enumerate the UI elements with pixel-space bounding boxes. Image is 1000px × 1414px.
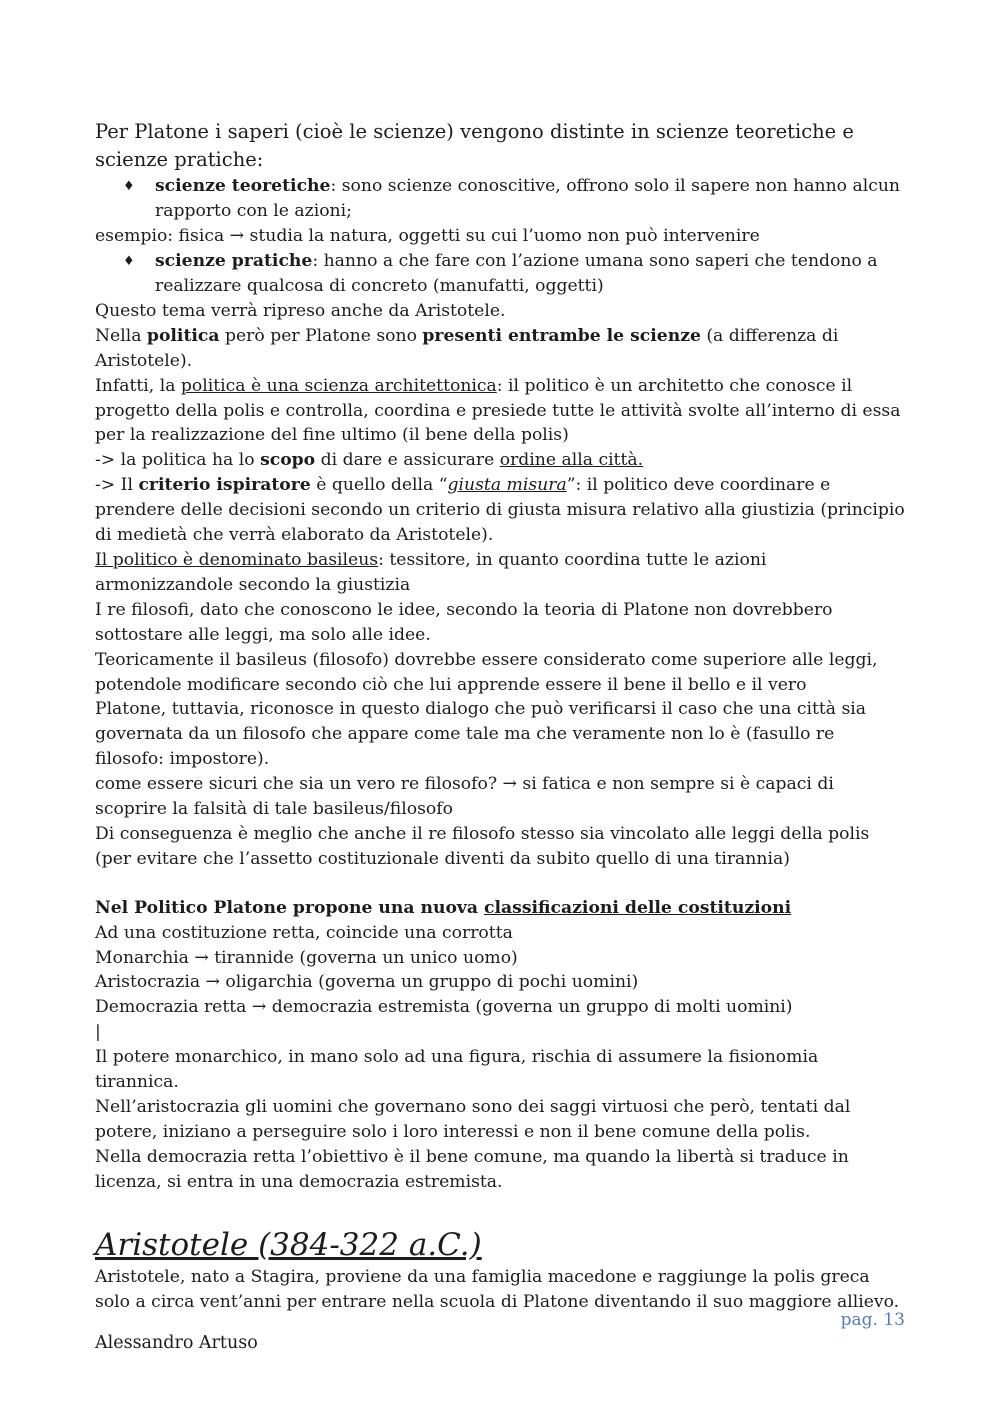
paragraph: Di conseguenza è meglio che anche il re filosofo stesso sia vincolato alle leggi della polis (per evitare che l’assetto costituzionale diventi da subito quello di una tirannia) xyxy=(95,823,870,869)
paragraph: come essere sicuri che sia un vero re filosofo? → si fatica e non sempre si è capaci di scoprire la falsità di tale basileus/filosofo xyxy=(95,774,834,820)
paragraph: Ad una costituzione retta, coincide una corrotta xyxy=(95,922,513,943)
section-title: Nel Politico Platone propone una nuova classificazioni delle costituzioni xyxy=(95,897,792,918)
list-item-text: : sono scienze conoscitive, offrono solo il sapere non hanno alcun rapporto con le azioni; xyxy=(155,176,900,221)
paragraph: Infatti, la politica è una scienza architettonica: il politico è un architetto che conosce il progetto della polis e controlla, coordina e presiede tutte le attività svolte all’interno di essa per la realizzazione del fine ultimo (il bene della polis) xyxy=(95,375,901,446)
paragraph: I re filosofi, dato che conoscono le idee, secondo la teoria di Platone non dovrebbero sottostare alle leggi, ma solo alle idee. xyxy=(95,599,833,645)
term-bold: scienze teoretiche xyxy=(155,176,331,196)
paragraph: Questo tema verrà ripreso anche da Aristotele. xyxy=(95,300,506,321)
paragraph: Aristotele, nato a Stagira, proviene da una famiglia macedone e raggiunge la polis greca solo a circa vent’anni per entrare nella scuola di Platone diventando il suo maggiore allievo. xyxy=(95,1266,900,1312)
section-heading: Aristotele (384-322 a.C.) xyxy=(95,1226,482,1263)
paragraph: Platone, tuttavia, riconosce in questo dialogo che può verificarsi il caso che una città sia governata da un filosofo che appare come tale ma che veramente non lo è (fasullo re filosofo: impostore). xyxy=(95,699,867,770)
paragraph: Nell’aristocrazia gli uomini che governano sono dei saggi virtuosi che però, tentati dal potere, iniziano a perseguire solo i loro interessi e non il bene comune della polis. xyxy=(95,1097,851,1142)
list-item xyxy=(95,174,907,224)
footer-author: Alessandro Artuso xyxy=(95,1333,258,1353)
paragraph: Il potere monarchico, in mano solo ad una figura, rischia di assumere la fisionomia tirannica. xyxy=(95,1047,819,1093)
paragraph: -> la politica ha lo scopo di dare e assicurare ordine alla città. xyxy=(95,450,644,471)
constitution-pair: Aristocrazia → oligarchia (governa un gruppo di pochi uomini) xyxy=(95,972,639,993)
paragraph: Nella democrazia retta l’obiettivo è il bene comune, ma quando la libertà si traduce in licenza, si entra in una democrazia estremista. xyxy=(95,1146,849,1192)
diamond-bullet-icon: ♦ xyxy=(123,253,135,269)
term-bold: scienze pratiche xyxy=(155,250,313,271)
paragraph: -> Il criterio ispiratore è quello della “giusta misura”: il politico deve coordinare e prendere delle decisioni secondo un criterio di giusta misura relativo alla giustizia (principio di medietà che verrà elaborato da Aristotele). xyxy=(95,475,905,546)
spacer xyxy=(95,872,907,896)
text-cursor: | xyxy=(95,1022,101,1043)
list-item-text: : hanno a che fare con l’azione umana sono saperi che tendono a realizzare qualcosa di concreto (manufatti, oggetti) xyxy=(155,250,878,296)
list-item xyxy=(95,249,907,299)
diamond-bullet-icon: ♦ xyxy=(123,179,135,194)
paragraph: Teoricamente il basileus (filosofo) dovrebbe essere considerato come superiore alle leggi, potendole modificare secondo ciò che lui apprende essere il bene il bello e il vero xyxy=(95,649,878,695)
example-line: esempio: fisica → studia la natura, oggetti su cui l’uomo non può intervenire xyxy=(95,226,760,246)
constitution-pair: Monarchia → tirannide (governa un unico uomo) xyxy=(95,947,518,968)
paragraph: Nella politica però per Platone sono presenti entrambe le scienze (a differenza di Aristotele). xyxy=(95,325,839,371)
science-list-2 xyxy=(95,249,907,299)
science-list xyxy=(95,174,907,224)
intro-paragraph: Per Platone i saperi (cioè le scienze) vengono distinte in scienze teoretiche e scienze pratiche: xyxy=(95,120,854,171)
constitution-pair: Democrazia retta → democrazia estremista (governa un gruppo di molti uomini) xyxy=(95,997,793,1018)
document-body xyxy=(95,118,907,1314)
paragraph: Il politico è denominato basileus: tessitore, in quanto coordina tutte le azioni armonizzandole secondo la giustizia xyxy=(95,549,767,595)
page-number: pag. 13 xyxy=(840,1310,905,1330)
